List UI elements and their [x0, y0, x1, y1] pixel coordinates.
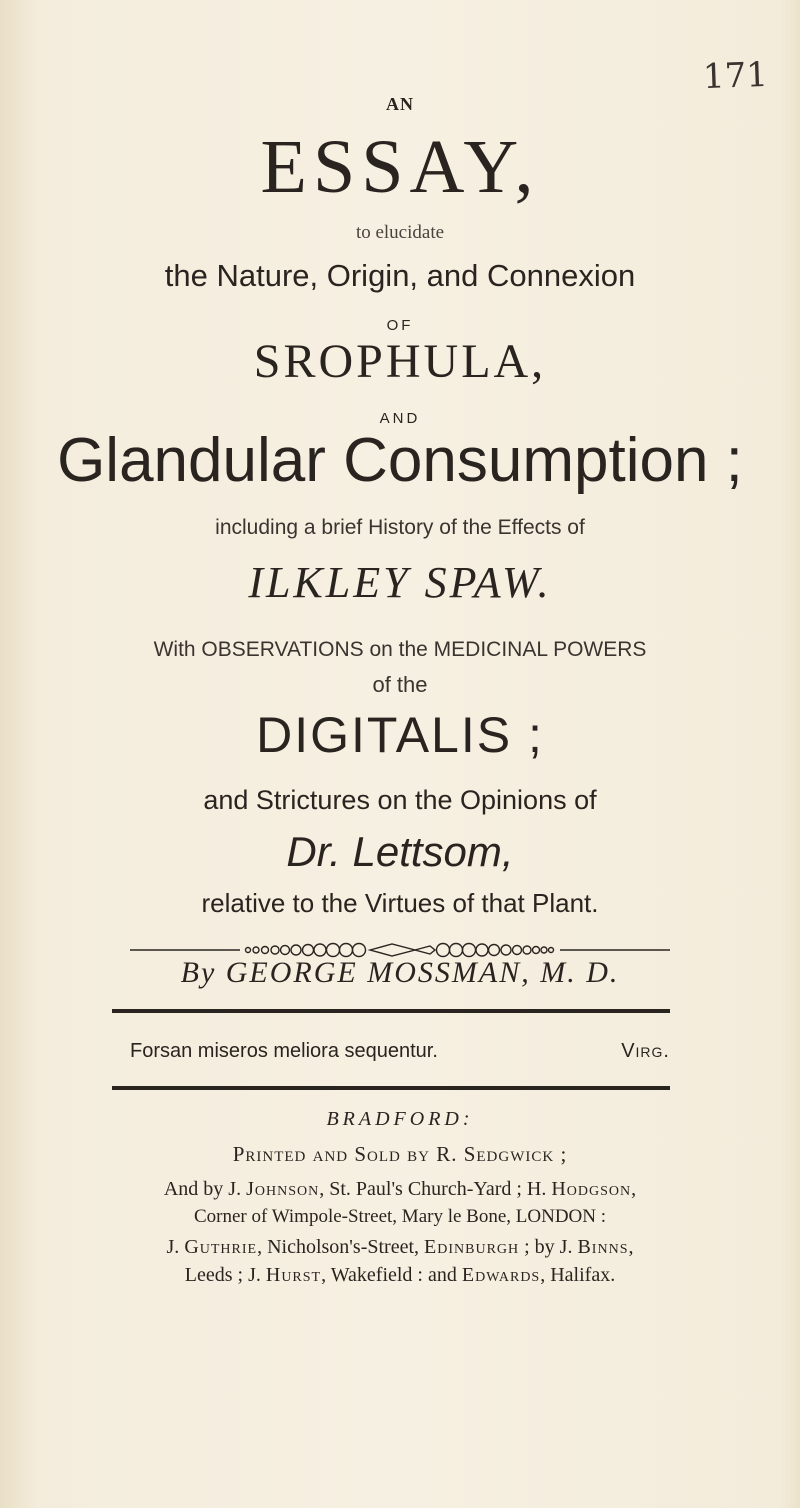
title-nature-line: the Nature, Origin, and Connexion [164, 258, 636, 293]
imprint-line: Corner of Wimpole-Street, Mary le Bone, LONDON : [193, 1206, 607, 1227]
author-line: By GEORGE MOSSMAN, M. D. [180, 956, 620, 989]
title-glandular-consumption: Glandular Consumption ; [57, 426, 743, 495]
imprint-name: Guthrie [184, 1236, 258, 1258]
title-ilkley-spaw: ILKLEY SPAW. [248, 558, 552, 607]
imprint-name: Hurst [265, 1264, 322, 1286]
imprint-text: , Wakefield : and [321, 1264, 462, 1286]
imprint-printer: Printed and Sold by R. Sedgwick ; [232, 1142, 568, 1166]
title-essay: ESSAY, [260, 125, 540, 209]
title-including: including a brief History of the Effects of [215, 516, 585, 539]
imprint-line [0, 1178, 800, 1201]
handwritten-shelfmark: 171 [702, 54, 769, 98]
imprint-text: , St. Paul's Church-Yard ; H. [319, 1178, 552, 1200]
title-of-the: of the [372, 672, 428, 697]
imprint-name: Edwards [461, 1264, 541, 1286]
title-dr-lettsom: Dr. Lettsom, [286, 828, 514, 875]
imprint-text: ; by J. [519, 1236, 578, 1258]
imprint-text: , Nicholson's-Street, [257, 1236, 425, 1258]
imprint-text: J. [166, 1236, 185, 1258]
imprint-line [0, 1236, 800, 1259]
title-to-elucidate: to elucidate [355, 222, 445, 243]
imprint-name: Johnson [246, 1178, 320, 1200]
imprint-name: Binns [577, 1236, 629, 1258]
title-strictures: and Strictures on the Opinions of [203, 785, 597, 815]
title-article: AN [386, 94, 414, 114]
title-relative: relative to the Virtues of that Plant. [201, 888, 599, 918]
title-and: AND [379, 410, 421, 427]
imprint-line [0, 1264, 800, 1287]
horizontal-rule [112, 1086, 670, 1090]
imprint-text: And by J. [163, 1178, 247, 1200]
horizontal-rule [112, 1009, 670, 1013]
imprint-text: Leeds ; J. [184, 1264, 266, 1286]
title-srophula: SROPHULA, [253, 335, 547, 388]
imprint-text: , Halifax. [540, 1264, 616, 1286]
motto-text: Forsan miseros meliora sequentur. [130, 1040, 438, 1062]
imprint-name: Edinburgh [424, 1236, 520, 1258]
motto-source: Virg. [621, 1040, 670, 1062]
imprint-place: BRADFORD: [326, 1108, 474, 1130]
title-digitalis: DIGITALIS ; [256, 707, 544, 763]
title-observations: With OBSERVATIONS on the MEDICINAL POWERS [153, 638, 647, 661]
imprint-text: , [631, 1178, 637, 1200]
imprint-name: Hodgson [551, 1178, 632, 1200]
imprint-text: , [628, 1236, 634, 1258]
title-of: OF [386, 317, 414, 334]
